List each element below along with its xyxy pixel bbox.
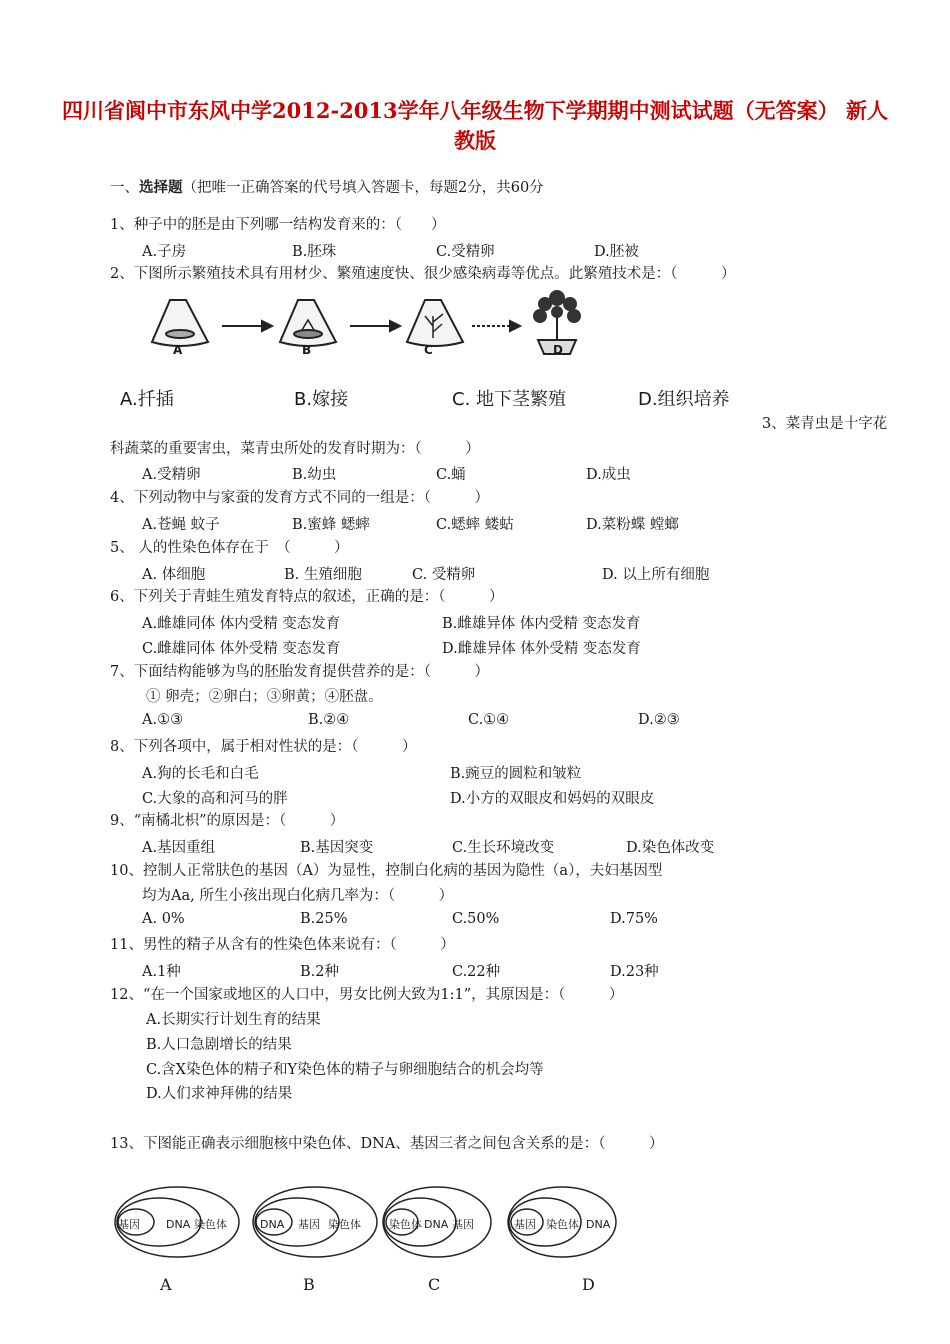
question-11-options — [0, 960, 950, 980]
q10-option-b: B.25% — [300, 911, 348, 927]
figure-label-a: A — [173, 343, 183, 357]
figure-label-d: D — [553, 343, 563, 357]
question-1: 1、种子中的胚是由下列哪一结构发育来的：（ ） — [110, 217, 446, 233]
q5-option-a: A. 体细胞 — [142, 567, 206, 583]
question-7: 7、下面结构能够为鸟的胚胎发育提供营养的是：（ ） — [110, 664, 489, 680]
tissue-culture-figure — [150, 290, 590, 370]
section-heading-bold: 选择题 — [139, 179, 183, 196]
question-13: 13、下图能正确表示细胞核中染色体、DNA、基因三者之间包含关系的是：（ ） — [110, 1136, 664, 1152]
q2-option-c: C. 地下茎繁殖 — [452, 389, 567, 410]
q2-option-d: D.组织培养 — [638, 389, 730, 410]
question-4-options — [0, 513, 950, 533]
q11-option-b: B.2种 — [300, 964, 339, 980]
question-6: 6、下列关于青蛙生殖发育特点的叙述，正确的是：（ ） — [110, 589, 504, 605]
q3-option-b: B.幼虫 — [292, 467, 337, 483]
q5-option-b: B. 生殖细胞 — [284, 567, 362, 583]
question-10-options — [0, 911, 950, 931]
venn-a-inner: 基因 — [118, 1218, 140, 1231]
q3-option-d: D.成虫 — [586, 467, 631, 483]
question-8-options-row2 — [0, 787, 950, 807]
question-7-sub: ① 卵壳；②卵白；③卵黄；④胚盘。 — [146, 689, 383, 705]
question-5: 5、 人的性染色体存在于 （ ） — [110, 540, 349, 556]
venn-a-outer: 染色体 — [194, 1218, 227, 1231]
venn-b-inner: DNA — [260, 1218, 285, 1231]
question-7-options — [0, 712, 950, 732]
q1-option-a: A.子房 — [142, 244, 187, 260]
page-title: 四川省阆中市东风中学2012-2013学年八年级生物下学期期中测试试题（无答案） 新人教版 — [62, 98, 888, 153]
venn-a-middle: DNA — [166, 1218, 191, 1231]
q1-option-d: D.胚被 — [594, 244, 639, 260]
q7-option-a: A.①③ — [142, 712, 184, 728]
section-heading-num: 一、 — [110, 180, 139, 196]
question-2: 2、下图所示繁殖技术具有用材少、繁殖速度快、很少感染病毒等优点。此繁殖技术是：（ ） — [110, 266, 736, 282]
question-5-options — [0, 563, 950, 583]
venn-d-outer: DNA — [586, 1218, 611, 1231]
q4-option-c: C.蟋蟀 蝼蛄 — [436, 517, 514, 533]
question-3-options — [0, 463, 950, 483]
q10-option-c: C.50% — [452, 911, 500, 927]
venn-c-middle: DNA — [424, 1218, 449, 1231]
question-4: 4、下列动物中与家蚕的发育方式不同的一组是：（ ） — [110, 490, 489, 506]
q8-option-c: C.大象的高和河马的胖 — [142, 791, 288, 807]
figure-label-c: C — [424, 343, 433, 357]
venn-d-middle: 染色体 — [546, 1218, 579, 1231]
q7-option-d: D.②③ — [638, 712, 680, 728]
venn-letter-a: A — [160, 1275, 172, 1294]
question-8: 8、下列各项中，属于相对性状的是：（ ） — [110, 739, 417, 755]
q10-option-d: D.75% — [610, 911, 658, 927]
question-9-options — [0, 836, 950, 856]
q12-option-d: D.人们求神拜佛的结果 — [146, 1086, 293, 1102]
q5-option-d: D. 以上所有细胞 — [602, 567, 710, 583]
q5-option-c: C. 受精卵 — [412, 567, 476, 583]
question-6-options-row1 — [0, 612, 950, 632]
q8-option-b: B.豌豆的圆粒和皱粒 — [450, 766, 582, 782]
question-9: 9、“南橘北枳”的原因是：（ ） — [110, 813, 345, 829]
q6-option-b: B.雌雄异体 体内受精 变态发育 — [442, 616, 641, 632]
q6-option-a: A.雌雄同体 体内受精 变态发育 — [142, 616, 341, 632]
question-10: 10、控制人正常肤色的基因（A）为显性，控制白化病的基因为隐性（a），夫妇基因型 — [110, 863, 663, 879]
q3-option-a: A.受精卵 — [142, 467, 201, 483]
q6-option-c: C.雌雄同体 体外受精 变态发育 — [142, 641, 341, 657]
question-6-options-row2 — [0, 637, 950, 657]
section-heading — [110, 178, 544, 198]
venn-b-outer: 染色体 — [328, 1218, 361, 1231]
q9-option-a: A.基因重组 — [142, 840, 216, 856]
question-10-cont: 均为Aa, 所生小孩出现白化病几率为：（ ） — [142, 888, 454, 904]
q4-option-d: D.菜粉蝶 螳螂 — [586, 517, 679, 533]
question-3-cont: 科蔬菜的重要害虫，菜青虫所处的发育时期为：（ ） — [110, 441, 480, 457]
section-heading-rest: （把唯一正确答案的代号填入答题卡，每题2分，共60分 — [182, 180, 544, 196]
q9-option-d: D.染色体改变 — [626, 840, 715, 856]
venn-letter-c: C — [428, 1275, 441, 1294]
venn-letter-d: D — [582, 1275, 595, 1294]
q6-option-d: D.雌雄异体 体外受精 变态发育 — [442, 641, 641, 657]
question-12: 12、“在一个国家或地区的人口中，男女比例大致为1:1”，其原因是：（ ） — [110, 987, 624, 1003]
q3-option-c: C.蛹 — [436, 467, 466, 483]
q8-option-a: A.狗的长毛和白毛 — [142, 766, 259, 782]
q9-option-b: B.基因突变 — [300, 840, 374, 856]
q4-option-b: B.蜜蜂 蟋蟀 — [292, 517, 370, 533]
q10-option-a: A. 0% — [142, 911, 185, 927]
venn-c-inner: 染色体 — [389, 1218, 422, 1231]
q7-option-b: B.②④ — [308, 712, 350, 728]
q12-option-a: A.长期实行计划生育的结果 — [146, 1012, 321, 1028]
question-11: 11、男性的精子从含有的性染色体来说有：（ ） — [110, 937, 455, 953]
q2-option-b: B.嫁接 — [294, 389, 349, 410]
q12-option-b: B.人口急剧增长的结果 — [146, 1037, 292, 1053]
q11-option-c: C.22种 — [452, 964, 501, 980]
q11-option-a: A.1种 — [142, 964, 181, 980]
venn-d-inner: 基因 — [514, 1218, 536, 1231]
venn-b-middle: 基因 — [298, 1218, 320, 1231]
question-8-options-row1 — [0, 762, 950, 782]
venn-c-outer: 基因 — [452, 1218, 474, 1231]
q9-option-c: C.生长环境改变 — [452, 840, 555, 856]
venn-diagrams — [0, 1185, 950, 1305]
q2-option-a: A.扦插 — [120, 389, 174, 410]
q11-option-d: D.23种 — [610, 964, 659, 980]
figure-label-b: B — [302, 343, 312, 357]
venn-letter-b: B — [303, 1275, 315, 1294]
q1-option-b: B.胚珠 — [292, 244, 337, 260]
q12-option-c: C.含X染色体的精子和Y染色体的精子与卵细胞结合的机会均等 — [146, 1062, 544, 1078]
question-1-options — [0, 240, 950, 260]
q4-option-a: A.苍蝇 蚊子 — [142, 517, 220, 533]
q7-option-c: C.①④ — [468, 712, 510, 728]
question-3-start: 3、菜青虫是十字花 — [762, 416, 888, 432]
q8-option-d: D.小方的双眼皮和妈妈的双眼皮 — [450, 791, 655, 807]
q1-option-c: C.受精卵 — [436, 244, 495, 260]
